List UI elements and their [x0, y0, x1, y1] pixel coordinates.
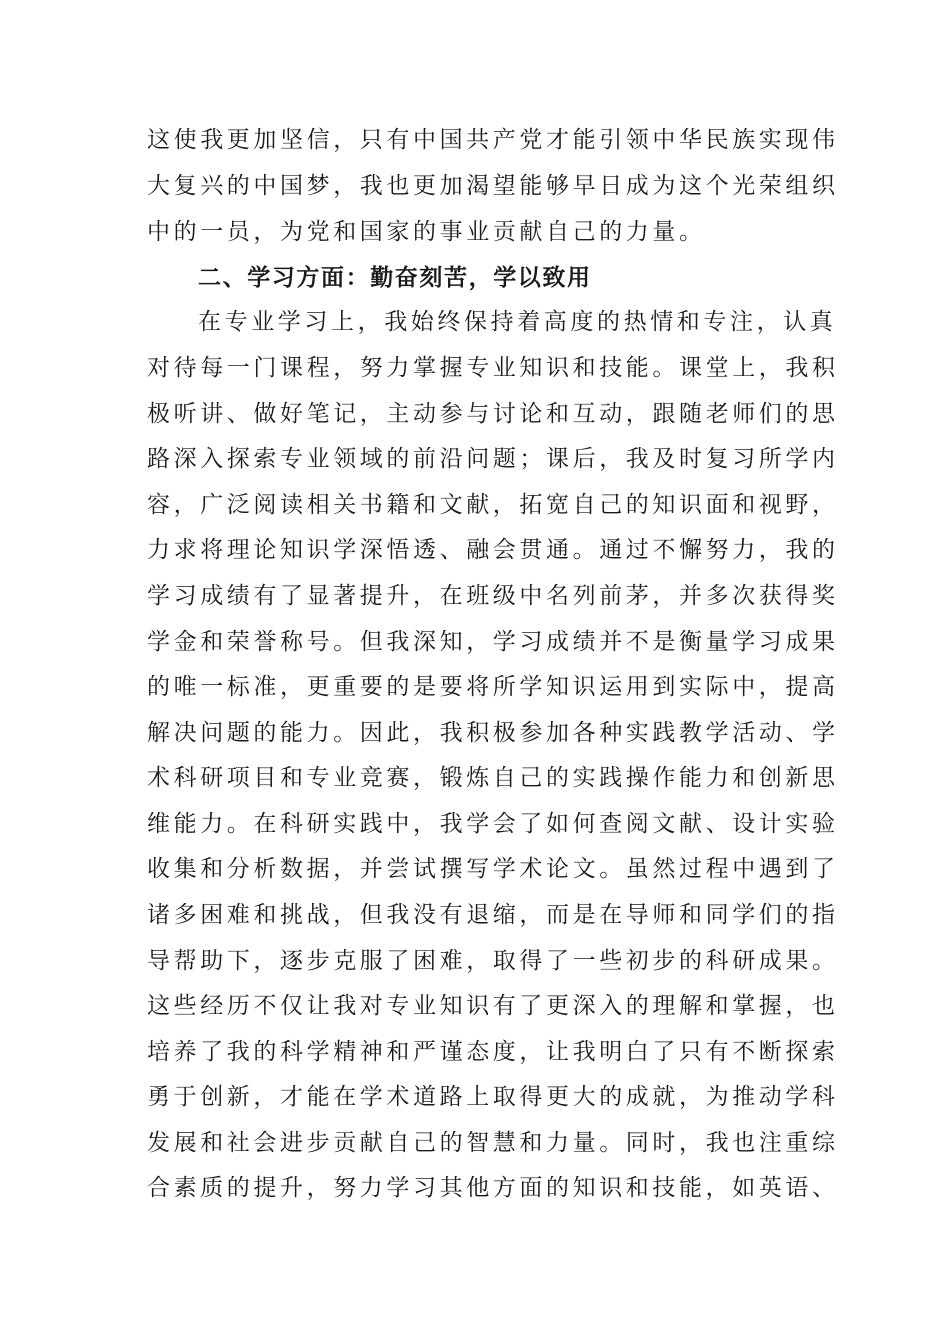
body-text-line: 大复兴的中国梦，我也更加渴望能够早日成为这个光荣组织	[147, 173, 839, 199]
body-text-line: 学金和荣誉称号。但我深知，学习成绩并不是衡量学习成果	[147, 629, 839, 655]
body-text-line: 中的一员，为党和国家的事业贡献自己的力量。	[147, 219, 706, 245]
body-text-line: 学习成绩有了显著提升，在班级中名列前茅，并多次获得奖	[147, 583, 839, 609]
body-text-line: 勇于创新，才能在学术道路上取得更大的成就，为推动学科	[147, 1084, 839, 1110]
body-text-line: 合素质的提升，努力学习其他方面的知识和技能，如英语、	[147, 1175, 839, 1201]
body-text-line: 发展和社会进步贡献自己的智慧和力量。同时，我也注重综	[147, 1130, 839, 1156]
body-text-line: 极听讲、做好笔记，主动参与讨论和互动，跟随老师们的思	[147, 401, 839, 427]
body-text-line: 力求将理论知识学深悟透、融会贯通。通过不懈努力，我的	[147, 537, 839, 563]
body-text-line: 诸多困难和挑战，但我没有退缩，而是在导师和同学们的指	[147, 902, 839, 928]
body-text-line: 对待每一门课程，努力掌握专业知识和技能。课堂上，我积	[147, 355, 839, 381]
body-text-line: 收集和分析数据，并尝试撰写学术论文。虽然过程中遇到了	[147, 856, 839, 882]
body-text-line: 路深入探索专业领域的前沿问题；课后，我及时复习所学内	[147, 446, 839, 472]
section-heading: 二、学习方面：勤奋刻苦，学以致用	[198, 265, 592, 291]
body-text-line: 培养了我的科学精神和严谨态度，让我明白了只有不断探索	[147, 1039, 839, 1065]
body-text-line: 这些经历不仅让我对专业知识有了更深入的理解和掌握，也	[147, 993, 839, 1019]
body-text-line: 解决问题的能力。因此，我积极参加各种实践教学活动、学	[147, 720, 839, 746]
body-text-line: 术科研项目和专业竞赛，锻炼自己的实践操作能力和创新思	[147, 765, 839, 791]
body-text-line: 维能力。在科研实践中，我学会了如何查阅文献、设计实验	[147, 811, 839, 837]
body-text-line: 导帮助下，逐步克服了困难，取得了一些初步的科研成果。	[147, 948, 839, 974]
body-text-line: 这使我更加坚信，只有中国共产党才能引领中华民族实现伟	[147, 127, 839, 153]
body-text-line: 的唯一标准，更重要的是要将所学知识运用到实际中，提高	[147, 674, 839, 700]
body-text-line: 容，广泛阅读相关书籍和文献，拓宽自己的知识面和视野，	[147, 492, 839, 518]
paragraph-first-line: 在专业学习上，我始终保持着高度的热情和专注，认真	[198, 309, 837, 335]
